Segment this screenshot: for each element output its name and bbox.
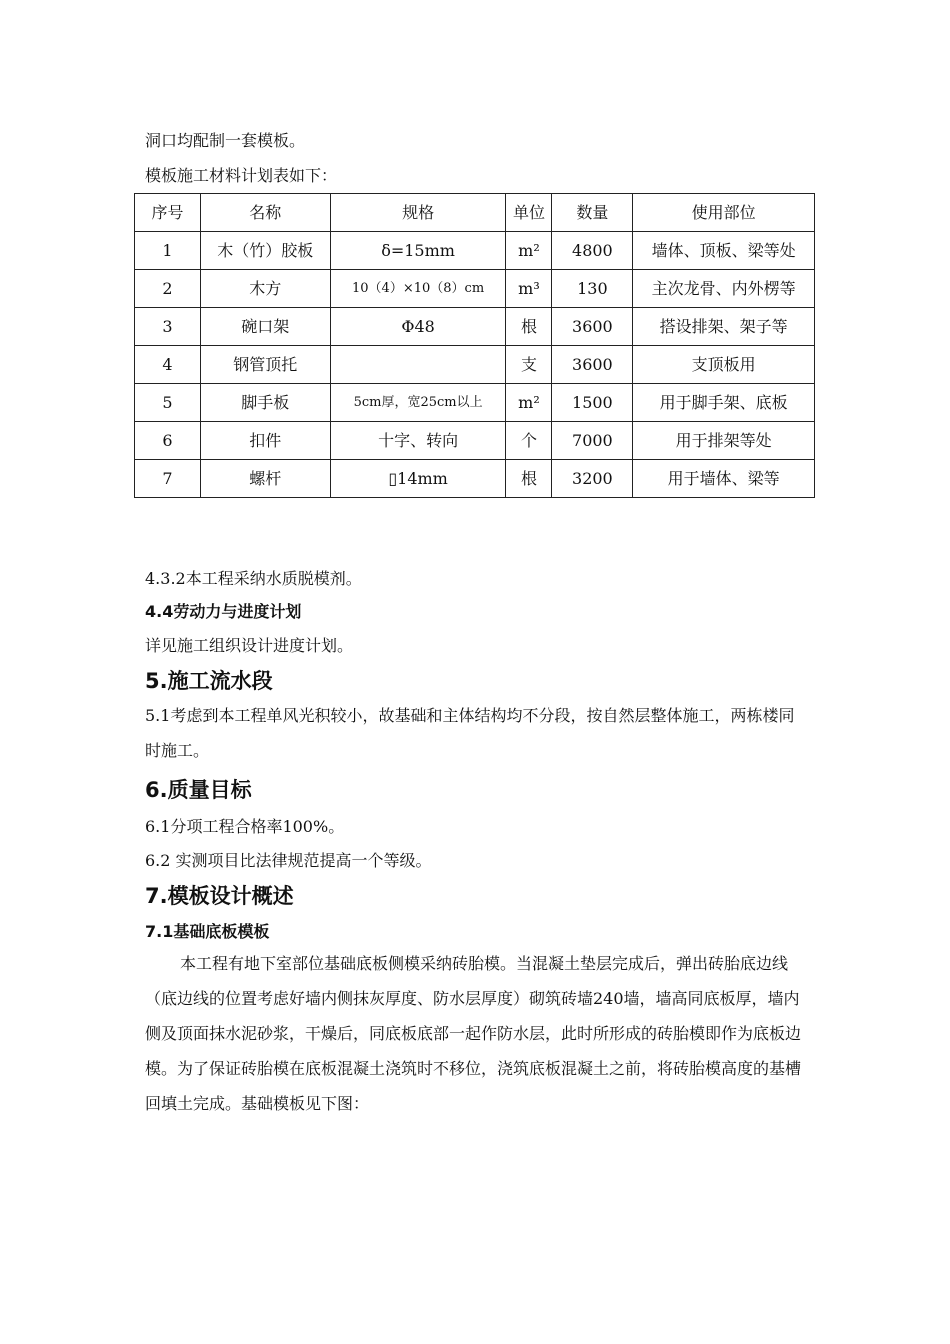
- cell-no: 7: [135, 460, 201, 498]
- table-row: [135, 308, 815, 346]
- cell-unit: m²: [506, 232, 552, 270]
- cell-spec: [330, 346, 506, 384]
- cell-qty: 3600: [552, 308, 633, 346]
- cell-unit: 根: [506, 308, 552, 346]
- cell-spec: Φ48: [330, 308, 506, 346]
- table-row: [135, 422, 815, 460]
- cell-use: 墙体、顶板、梁等处: [633, 232, 815, 270]
- cell-unit: m³: [506, 270, 552, 308]
- section-7-1-body: 本工程有地下室部位基础底板侧模采纳砖胎模。当混凝土垫层完成后，弹出砖胎底边线（底边线的位置考虑好墙内侧抹灰厚度、防水层厚度）砌筑砖墙240墙，墙高同底板厚，墙内侧及顶面抹水泥砂浆，干燥后，同底板底部一起作防水层，此时所形成的砖胎模即作为底板边模。为了保证砖胎模在底板混凝土浇筑时不移位，浇筑底板混凝土之前，将砖胎模高度的基槽回填土完成。基础模板见下图：: [145, 954, 802, 1113]
- cell-unit: 支: [506, 346, 552, 384]
- cell-name: 木（竹）胶板: [200, 232, 330, 270]
- section-4-3-2: 4.3.2本工程采纳水质脱模剂。: [145, 569, 362, 588]
- cell-name: 螺杆: [200, 460, 330, 498]
- section-4-4-body: 详见施工组织设计进度计划。: [145, 636, 354, 655]
- cell-no: 6: [135, 422, 201, 460]
- table-row: [135, 346, 815, 384]
- cell-no: 1: [135, 232, 201, 270]
- section-6-2: 6.2 实测项目比法律规范提高一个等级。: [145, 851, 432, 870]
- section-6-title: 6.质量目标: [145, 778, 252, 802]
- cell-qty: 130: [552, 270, 633, 308]
- table-row: [135, 384, 815, 422]
- cell-qty: 3600: [552, 346, 633, 384]
- table-header-row: [135, 194, 815, 232]
- cell-qty: 4800: [552, 232, 633, 270]
- cell-name: 碗口架: [200, 308, 330, 346]
- section-5-1-body: 5.1考虑到本工程单风光积较小，故基础和主体结构均不分段，按自然层整体施工，两栋楼同时施工。: [145, 706, 795, 760]
- cell-use: 主次龙骨、内外楞等: [633, 270, 815, 308]
- materials-table: [134, 193, 815, 498]
- table-row: [135, 270, 815, 308]
- cell-spec: δ=15mm: [330, 232, 506, 270]
- header-cell: 名称: [200, 194, 330, 232]
- header-cell: 序号: [135, 194, 201, 232]
- cell-name: 木方: [200, 270, 330, 308]
- cell-unit: m²: [506, 384, 552, 422]
- header-cell: 规格: [330, 194, 506, 232]
- cell-spec: ▯14mm: [330, 460, 506, 498]
- section-7-1-title: 7.1基础底板模板: [145, 922, 270, 941]
- table-row: [135, 460, 815, 498]
- cell-use: 用于脚手架、底板: [633, 384, 815, 422]
- cell-no: 2: [135, 270, 201, 308]
- table-caption: 模板施工材料计划表如下：: [145, 166, 338, 185]
- cell-qty: 3200: [552, 460, 633, 498]
- cell-spec: 十字、转向: [330, 422, 506, 460]
- cell-spec: 10（4）×10（8）cm: [330, 270, 506, 308]
- cell-no: 4: [135, 346, 201, 384]
- cell-qty: 1500: [552, 384, 633, 422]
- cell-qty: 7000: [552, 422, 633, 460]
- header-cell: 数量: [552, 194, 633, 232]
- header-cell: 单位: [506, 194, 552, 232]
- cell-no: 5: [135, 384, 201, 422]
- table-row: [135, 232, 815, 270]
- cell-use: 用于墙体、梁等: [633, 460, 815, 498]
- section-4-4-title: 4.4劳动力与进度计划: [145, 602, 302, 621]
- cell-name: 脚手板: [200, 384, 330, 422]
- cell-unit: 根: [506, 460, 552, 498]
- section-6-1: 6.1分项工程合格率100%。: [145, 817, 345, 836]
- intro-line: 洞口均配制一套模板。: [145, 131, 306, 150]
- cell-name: 扣件: [200, 422, 330, 460]
- section-5-title: 5.施工流水段: [145, 669, 273, 693]
- cell-spec: 5cm厚，宽25cm以上: [330, 384, 506, 422]
- cell-no: 3: [135, 308, 201, 346]
- cell-use: 搭设排架、架子等: [633, 308, 815, 346]
- header-cell: 使用部位: [633, 194, 815, 232]
- section-7-title: 7.模板设计概述: [145, 884, 294, 908]
- cell-use: 支顶板用: [633, 346, 815, 384]
- cell-name: 钢管顶托: [200, 346, 330, 384]
- cell-use: 用于排架等处: [633, 422, 815, 460]
- cell-unit: 个: [506, 422, 552, 460]
